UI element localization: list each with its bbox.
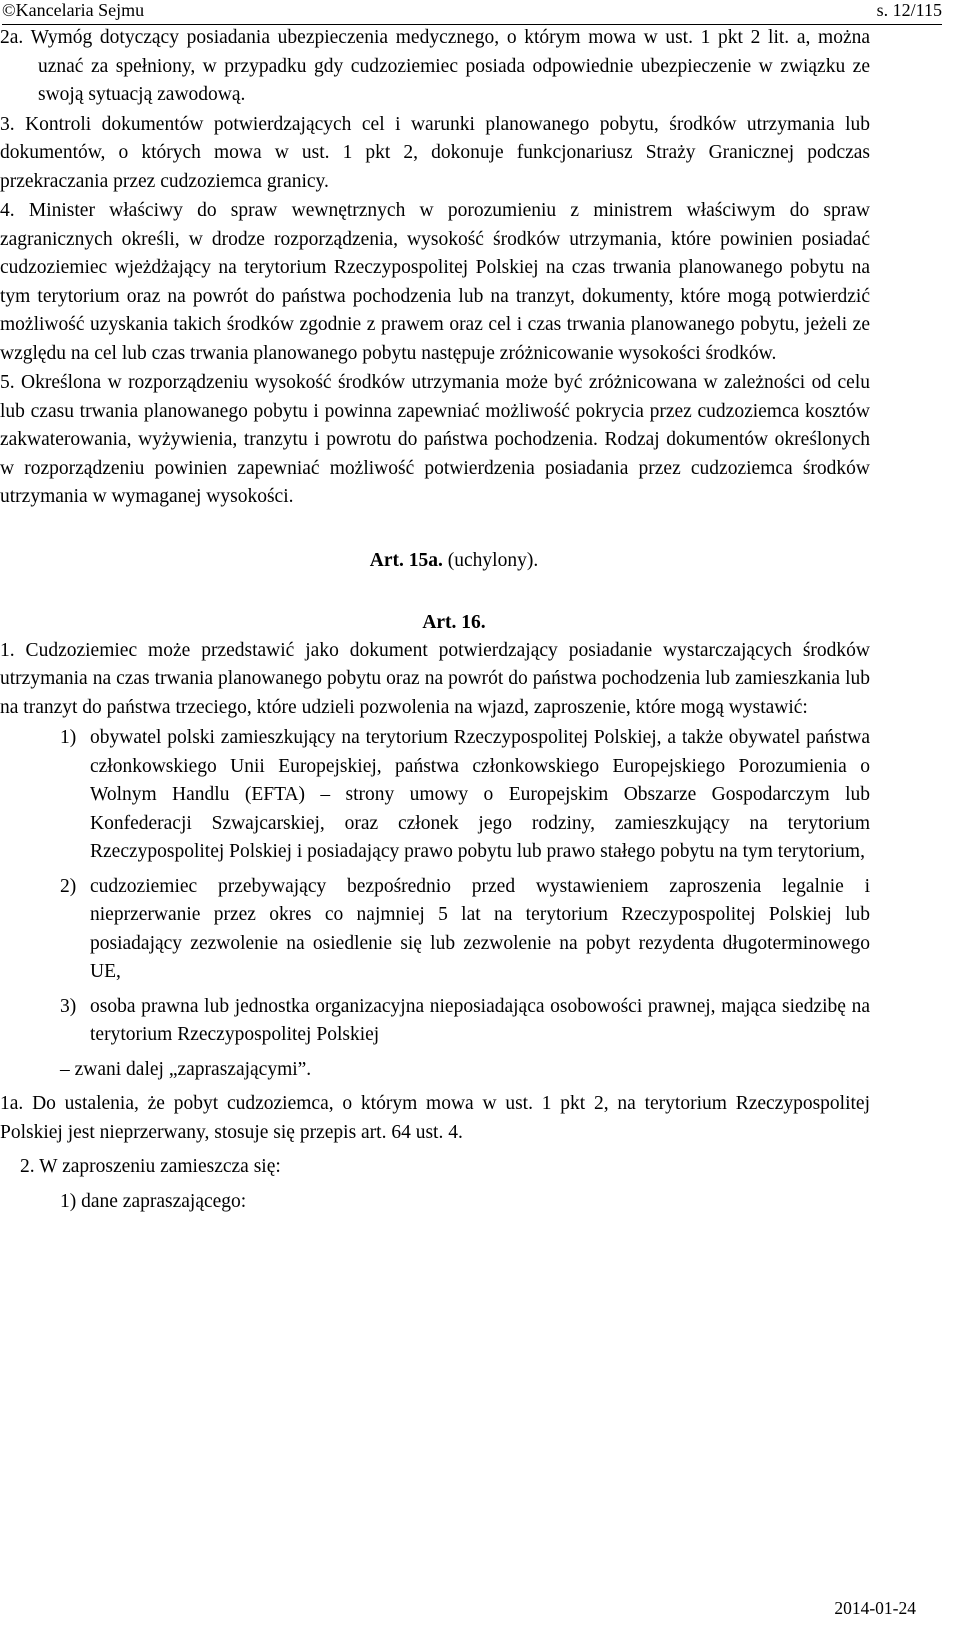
list-item-text: cudzoziemiec przebywający bezpośrednio przed wystawieniem zaproszenia legalnie i nieprzerwanie przez okres co najmniej 5 lat na terytorium Rzeczypospolitej Polskiej lub posiadający zezwolenie na osiedlenie się lub zezwolenie na pobyt rezydenta długoterminowego UE,	[90, 875, 870, 982]
zwani-clause: – zwani dalej „zapraszającymi”.	[60, 1058, 312, 1080]
document-date: 2014-01-24	[834, 1598, 916, 1618]
article-16-heading: Art. 16.	[422, 611, 486, 633]
article-16-paragraph-2: 2. W zaproszeniu zamieszcza się:	[20, 1156, 281, 1177]
copyright-label: ©Kancelaria Sejmu	[2, 0, 145, 20]
list-item-number: 1)	[60, 727, 77, 748]
list-item-text: osoba prawna lub jednostka organizacyjna nieposiadająca osobowości prawnej, mająca siedzibę na terytorium Rzeczypospolitej Polskiej	[90, 995, 870, 1045]
page-header	[2, 0, 942, 25]
paragraph-4: 4. Minister właściwy do spraw wewnętrznych w porozumieniu z ministrem właściwym do spraw zagranicznych określi, w drodze rozporządzenia, wysokość środków utrzymania, które powinien posiadać cudzoziemiec wjeżdżający na terytorium Rzeczypospolitej Polskiej na czas trwania planowanego pobytu na tym terytorium oraz na powrót do państwa pochodzenia lub na tranzyt, dokumenty, które mogą potwierdzić możliwość uzyskania takich środków zgodnie z prawem oraz cel i czas trwania planowanego pobytu, jeżeli ze względu na cel lub czas trwania planowanego pobytu następuje zróżnicowanie wysokości środków.	[0, 200, 870, 364]
article-15a-title: Art. 15a.	[369, 549, 443, 571]
article-15a-status: (uchylony).	[442, 549, 539, 571]
list-item-number: 3)	[60, 995, 77, 1017]
article-16-paragraph-1: 1. Cudzoziemiec może przedstawić jako dokument potwierdzający posiadanie wystarczających środków utrzymania na czas trwania planowanego pobytu oraz na powrót do państwa pochodzenia lub zamieszkania lub na tranzyt do państwa trzeciego, które udzieli pozwolenia na wjazd, zaproszenie, które mogą wystawić:	[0, 639, 870, 718]
article-16-paragraph-2-item-1: 1) dane zapraszającego:	[60, 1190, 247, 1212]
paragraph-5: 5. Określona w rozporządzeniu wysokość środków utrzymania może być zróżnicowana w zależności od celu lub czasu trwania planowanego pobytu i powinna zapewniać możliwość pokrycia przez cudzoziemca kosztów zakwaterowania, wyżywienia, tranzytu i powrotu do państwa pochodzenia. Rodzaj dokumentów określonych w rozporządzeniu powinien zapewniać możliwość potwierdzenia posiadania przez cudzoziemca środków utrzymania w wymaganej wysokości.	[0, 372, 870, 507]
list-item-text: obywatel polski zamieszkujący na terytorium Rzeczypospolitej Polskiej, a także obywatel państwa członkowskiego Unii Europejskiej, państwa członkowskiego Europejskiego Porozumienia o Wolnym Handlu (EFTA) – strony umowy o Europejskim Obszarze Gospodarczym lub Konfederacji Szwajcarskiej, oraz członek jego rodziny, zamieszkujący na terytorium Rzeczypospolitej Polskiej i posiadający prawo pobytu lub prawo stałego pobytu na tym terytorium,	[90, 727, 870, 862]
list-item-number: 2)	[60, 875, 77, 897]
paragraph-3: 3. Kontroli dokumentów potwierdzających cel i warunki planowanego pobytu, środków utrzymania lub dokumentów, o których mowa w ust. 1 pkt 2, dokonuje funkcjonariusz Straży Granicznej podczas przekraczania przez cudzoziemca granicy.	[0, 113, 870, 192]
document-body	[0, 24, 870, 1216]
article-16-item-list	[60, 724, 870, 1084]
article-16-paragraph-1a: 1a. Do ustalenia, że pobyt cudzoziemca, o którym mowa w ust. 1 pkt 2, na terytorium Rzeczypospolitej Polskiej jest nieprzerwany, stosuje się przepis art. 64 ust. 4.	[0, 1093, 870, 1143]
list-item	[60, 873, 870, 987]
list-item	[60, 724, 870, 867]
page-number: s. 12/115	[876, 0, 942, 20]
article-15a-heading	[38, 547, 870, 575]
list-item	[60, 993, 870, 1050]
paragraph-2a: 2a. Wymóg dotyczący posiadania ubezpieczenia medycznego, o którym mowa w ust. 1 pkt 2 lit. a, można uznać za spełniony, w przypadku gdy cudzoziemiec posiada odpowiednie ubezpieczenie w związku ze swoją sytuacją zawodową.	[0, 27, 870, 105]
